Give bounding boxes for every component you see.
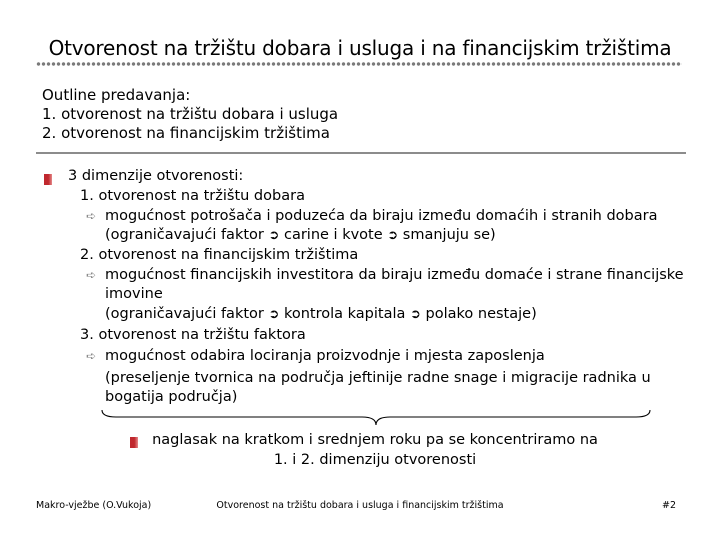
conclusion-line-1: naglasak na kratkom i srednjem roku pa se koncentriramo na xyxy=(152,432,598,448)
dimension-2: 2. otvorenost na financijskim tržištima xyxy=(80,247,359,263)
slide-title: Otvorenost na tržištu dobara i usluga i na financijskim tržištima xyxy=(48,36,672,60)
arrow-bullet-icon: ➪ xyxy=(86,268,97,282)
arrow-circle-icon: ➲ xyxy=(410,307,421,322)
title-dotted-divider xyxy=(36,62,682,66)
dimension-3-note: (preseljenje tvornica na područja jeftinije radne snage i migracije radnika u xyxy=(105,370,651,386)
dimension-1-note-mid: carine i kvote xyxy=(279,227,388,243)
dimension-2-detail: mogućnost financijskih investitora da biraju između domaće i strane financijske xyxy=(105,267,684,283)
outline-heading: Outline predavanja: xyxy=(42,86,191,104)
arrow-bullet-icon: ➪ xyxy=(86,209,97,223)
footer-title: Otvorenost na tržištu dobara i usluga i financijskim tržištima xyxy=(216,500,504,511)
slide-number: #2 xyxy=(661,500,676,511)
dimension-2-note-end: polako nestaje) xyxy=(420,306,537,322)
arrow-circle-icon: ➲ xyxy=(268,307,280,322)
footer-author: Makro-vježbe (O.Vukoja) xyxy=(36,500,152,511)
arrow-circle-icon: ➲ xyxy=(387,228,399,243)
outline-item-2: 2. otvorenost na financijskim tržištima xyxy=(42,124,330,142)
dimension-3-detail: mogućnost odabira lociranja proizvodnje i mjesta zaposlenja xyxy=(105,348,545,364)
dimension-1-note-start: (ograničavajući faktor xyxy=(105,227,269,243)
dimension-2-note-mid: kontrola kapitala xyxy=(279,306,411,322)
dimension-3-note-cont: bogatija područja) xyxy=(105,389,238,405)
curly-brace-icon xyxy=(100,408,652,428)
dimension-1-note xyxy=(105,226,496,245)
dimension-1-note-end: smanjuju se) xyxy=(398,227,496,243)
dimension-2-note xyxy=(105,305,537,324)
dimension-1: 1. otvorenost na tržištu dobara xyxy=(80,188,305,204)
dimension-2-detail-cont: imovine xyxy=(105,286,163,302)
square-bullet-icon xyxy=(44,174,52,185)
conclusion-line-2: 1. i 2. dimenziju otvorenosti xyxy=(273,452,477,468)
intro-text: 3 dimenzije otvorenosti: xyxy=(68,168,244,184)
dimension-1-detail: mogućnost potrošača i poduzeća da biraju između domaćih i stranih dobara xyxy=(105,208,658,224)
arrow-circle-icon: ➲ xyxy=(268,228,280,243)
outline-box xyxy=(36,82,686,154)
square-bullet-icon xyxy=(130,437,138,448)
dimension-2-note-start: (ograničavajući faktor xyxy=(105,306,269,322)
arrow-bullet-icon: ➪ xyxy=(86,349,97,363)
conclusion-text xyxy=(140,430,610,470)
outline-item-1: 1. otvorenost na tržištu dobara i usluga xyxy=(42,105,339,123)
dimension-3: 3. otvorenost na tržištu faktora xyxy=(80,327,306,343)
